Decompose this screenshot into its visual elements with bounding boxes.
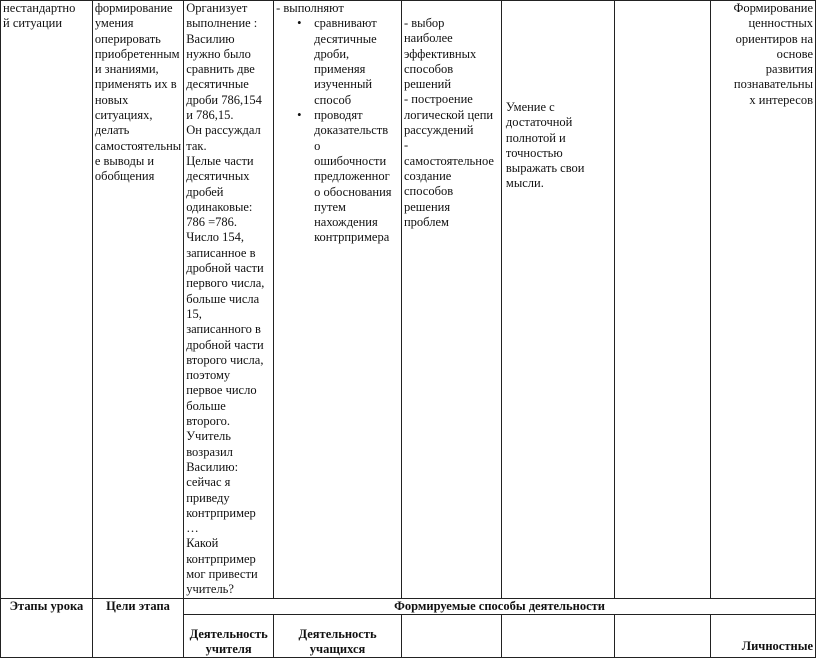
col3-line: мог привести (186, 566, 258, 581)
col6-line: полнотой и (505, 130, 566, 145)
header-goals: Цели этапа (92, 598, 183, 658)
teacher-activity-cell (184, 1, 274, 599)
col3-line: Он рассуждал (186, 123, 261, 138)
col5-line: логической цепи (403, 107, 494, 122)
student-activity-intro: - выполняют (276, 1, 344, 15)
student-activity-line: дроби, (314, 46, 350, 61)
col2-line: делать (94, 123, 130, 138)
col8-line: х интересов (749, 92, 813, 107)
student-activity-line: десятичные (314, 31, 377, 46)
col6-line: мысли. (505, 176, 544, 191)
col3-line: 15, (186, 306, 202, 321)
col3-line: Число 154, (186, 230, 245, 245)
col5-line: проблем (403, 214, 449, 229)
col5-line: наиболее (403, 31, 453, 46)
col3-line: учитель? (186, 582, 234, 597)
col8-line: развития (765, 62, 813, 77)
header-empty-1 (401, 614, 501, 658)
col2-line: и знаниями, (94, 62, 159, 77)
col3-line: десятичные (186, 77, 249, 92)
header-teacher-line1: Деятельность (189, 626, 268, 641)
col6-line: Умение с (505, 100, 555, 114)
col8-line: ориентиров на (735, 31, 813, 46)
col3-line: Какой (186, 536, 219, 551)
col2-line: умения (94, 16, 134, 31)
col5-line: создание (403, 168, 452, 183)
student-activity-line: контрпримера (314, 230, 390, 245)
content-row (1, 1, 816, 599)
col5-line: эффективных (403, 46, 477, 61)
student-activity-line: предложенног (314, 169, 390, 184)
stage-cell (1, 1, 93, 599)
col3-line: сравнить две (186, 62, 255, 77)
col3-line: записанного в (186, 322, 261, 337)
student-activity-item (276, 108, 399, 246)
col5-line: - построение (403, 92, 473, 107)
col2-line: е выводы и (94, 153, 155, 168)
student-activity-line: ошибочности (314, 153, 387, 168)
student-activity-line: нахождения (314, 215, 378, 230)
col5-line: самостоятельное (403, 153, 494, 168)
col3-line: дроби 786,154 (186, 92, 262, 107)
col3-line: первое число (186, 383, 257, 398)
col6-line: точностью (505, 145, 563, 160)
communicative-cell (501, 1, 614, 599)
col1-line: нестандартно (3, 1, 76, 15)
col5-line: решений (403, 77, 452, 92)
cognitive-text (404, 16, 499, 230)
header-teacher-line2: учителя (205, 642, 252, 657)
header-row-1 (1, 598, 816, 614)
student-activity-cell (274, 1, 402, 599)
student-activity-line: о обоснования (314, 184, 392, 199)
student-activity-line: проводят (314, 108, 363, 123)
col3-line: записанное в (186, 245, 256, 260)
teacher-activity-text (186, 1, 271, 598)
header-personal: Личностные (711, 614, 816, 658)
personal-cell (711, 1, 816, 599)
bullet-icon: • (297, 108, 302, 123)
personal-text (713, 1, 813, 108)
col2-line: новых (94, 92, 129, 107)
col6-line: выражать свои (505, 161, 585, 176)
col3-line: так. (186, 138, 207, 153)
col8-line: Формирование (733, 1, 813, 15)
col2-line: ситуациях, (94, 108, 153, 123)
student-activity-line: способ (314, 92, 352, 107)
student-activity-line: применяя (314, 62, 366, 77)
col8-line: основе (776, 46, 813, 61)
cognitive-cell (401, 1, 501, 599)
col3-line: выполнение : (186, 16, 258, 31)
col3-line: дробной части (186, 261, 264, 276)
col3-line: больше (186, 398, 226, 413)
goal-text (95, 1, 181, 185)
col2-line: самостоятельны (94, 138, 182, 153)
header-empty-2 (501, 614, 614, 658)
col3-line: 786 =786. (186, 215, 238, 230)
goal-cell (92, 1, 183, 599)
stage-text (3, 1, 90, 32)
col2-line: применять их в (94, 77, 177, 92)
student-activity-line: о (314, 138, 321, 153)
col2-line: формирование (94, 1, 173, 15)
header-students-line1: Деятельность (298, 626, 377, 641)
col3-line: и 786,15. (186, 108, 234, 123)
col3-line: Организует (186, 1, 248, 15)
header-students-line2: учащихся (309, 642, 366, 657)
header-teacher (184, 614, 274, 658)
col5-line: - выбор (403, 16, 445, 30)
col3-line: Василию: (186, 459, 239, 474)
col5-line: рассуждений (403, 123, 474, 138)
header-stages: Этапы урока (1, 598, 93, 658)
student-activity-line: изученный (314, 77, 373, 92)
col3-line: контрпример (186, 505, 256, 520)
col3-line: Учитель (186, 429, 231, 444)
col1-line: й ситуации (3, 16, 63, 31)
col2-line: приобретенным (94, 46, 180, 61)
col8-line: познавательны (733, 77, 813, 92)
col3-line: первого числа, (186, 276, 265, 291)
col3-line: приведу (186, 490, 230, 505)
col3-line: Целые части (186, 153, 254, 168)
communicative-text (506, 100, 612, 192)
regulatory-cell (615, 1, 711, 599)
col3-line: поэтому (186, 368, 231, 383)
student-activity-line: сравнивают (314, 16, 377, 31)
col3-line: десятичных (186, 169, 250, 184)
col3-line: нужно было (186, 46, 251, 61)
header-formed: Формируемые способы деятельности (184, 598, 816, 614)
col3-line: контрпример (186, 551, 256, 566)
col3-line: дробной части (186, 337, 264, 352)
col2-line: оперировать (94, 31, 161, 46)
header-students (274, 614, 402, 658)
col5-line: - (403, 138, 409, 153)
col8-line: ценностных (748, 16, 813, 31)
col6-line: достаточной (505, 115, 573, 130)
col3-line: второго. (186, 414, 231, 429)
student-activity-list (276, 16, 399, 245)
col5-line: способов (403, 61, 454, 76)
col2-line: обобщения (94, 169, 155, 184)
col3-line: дробей (186, 184, 224, 199)
col3-line: Василию (186, 31, 235, 46)
col3-line: больше числа (186, 291, 260, 306)
col3-line: возразил (186, 444, 233, 459)
col5-line: решения (403, 199, 451, 214)
student-activity-line: доказательств (314, 123, 389, 138)
student-activity-item (276, 16, 399, 108)
student-activity-line: путем (314, 199, 346, 214)
col3-line: одинаковые: (186, 199, 253, 214)
bullet-icon: • (297, 16, 302, 31)
header-empty-3 (615, 614, 711, 658)
col3-line: второго числа, (186, 352, 264, 367)
col3-line: сейчас я (186, 475, 231, 490)
col5-line: способов (403, 184, 454, 199)
col3-line: … (186, 521, 199, 536)
